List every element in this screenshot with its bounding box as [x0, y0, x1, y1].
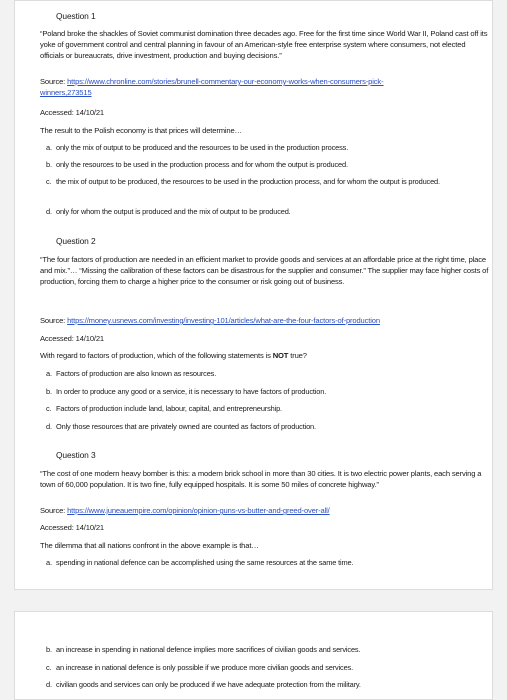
- option-letter: a.: [46, 143, 52, 152]
- question-1-quote: “Poland broke the shackles of Soviet communist domination three decades ago. Free for the first time since World War II, Poland cast off its yoke of government control and central planning in favour of an American-style free enterprise system where consumers, not elected officials or bureaucrats, drive investment, production and buying decisions.”: [40, 29, 488, 60]
- prompt-emphasis: NOT: [272, 351, 289, 360]
- question-2-title: Question 2: [56, 236, 96, 246]
- question-2-accessed: Accessed: 14/10/21: [40, 334, 105, 343]
- question-card-1: [14, 0, 493, 590]
- source-label: Source:: [40, 77, 66, 86]
- prompt-text: With regard to factors of production, which of the following statements is: [40, 351, 273, 360]
- option-letter: d.: [46, 680, 52, 689]
- question-2-quote: “The four factors of production are needed in an efficient market to provide goods and services at an affordable price at the right time, place and mix.”… “Missing the calibration of these factors can be disastrous for the supplier and consumer.” The supplier may face higher costs of production, forcing them to charge a higher price to the consumer or risk going out of business.: [40, 255, 489, 286]
- option-letter: b.: [46, 160, 52, 169]
- option-text: an increase in spending in national defence implies more sacrifices of civilian goods and services.: [56, 645, 361, 654]
- option-letter: d.: [46, 422, 52, 431]
- answer-option[interactable]: [46, 159, 486, 170]
- answer-option[interactable]: [46, 142, 486, 153]
- option-text: only the resources to be used in the production process and for whom the output is produced.: [56, 160, 348, 169]
- answer-option[interactable]: [46, 679, 486, 690]
- question-2-source: [40, 316, 380, 325]
- question-1-prompt: The result to the Polish economy is that prices will determine…: [40, 126, 242, 135]
- question-1-title: Question 1: [56, 11, 96, 21]
- question-3-source: [40, 506, 330, 515]
- question-2-prompt: [40, 351, 307, 360]
- option-letter: a.: [46, 369, 52, 378]
- answer-option[interactable]: [46, 403, 486, 414]
- question-1-source: [40, 77, 383, 86]
- question-1-accessed: Accessed: 14/10/21: [40, 108, 105, 117]
- option-text: an increase in national defence is only possible if we produce more civilian goods and services.: [56, 663, 354, 672]
- option-text: In order to produce any good or a service, it is necessary to have factors of production.: [56, 387, 327, 396]
- source-label: Source:: [40, 506, 66, 515]
- option-letter: d.: [46, 207, 52, 216]
- option-letter: c.: [46, 177, 52, 186]
- option-text: the mix of output to be produced, the resources to be used in the production process, and for whom the output is produced.: [56, 177, 440, 186]
- option-text: only for whom the output is produced and the mix of output to be produced.: [56, 207, 291, 216]
- answer-option[interactable]: [46, 368, 486, 379]
- option-text: Factors of production include land, labour, capital, and entrepreneurship.: [56, 404, 282, 413]
- answer-option[interactable]: [46, 644, 486, 655]
- option-letter: c.: [46, 404, 52, 413]
- source-link[interactable]: https://www.juneauempire.com/opinion/opinion-guns-vs-butter-and-greed-over-all/: [67, 506, 330, 515]
- option-letter: a.: [46, 558, 52, 567]
- answer-option[interactable]: [46, 662, 486, 673]
- answer-option[interactable]: [46, 557, 486, 568]
- question-card-2: [14, 611, 493, 700]
- question-3-quote: “The cost of one modern heavy bomber is this: a modern brick school in more than 30 cities. It is two electric power plants, each serving a town of 60,000 population. It is two fine, fully equipped hospitals. It is some 50 miles of concrete highway.”: [40, 469, 482, 489]
- source-label: Source:: [40, 316, 66, 325]
- answer-option[interactable]: [46, 421, 486, 432]
- question-3-prompt: The dilemma that all nations confront in the above example is that…: [40, 541, 259, 550]
- source-link[interactable]: https://www.chronline.com/stories/brunell-commentary-our-economy-works-when-consumers-pick-: [67, 77, 384, 86]
- option-letter: c.: [46, 663, 52, 672]
- option-letter: b.: [46, 645, 52, 654]
- question-1-source-cont: [40, 88, 92, 97]
- question-3-accessed: Accessed: 14/10/21: [40, 523, 105, 532]
- source-link-continued[interactable]: winners,273515: [40, 88, 92, 97]
- option-text: Factors of production are also known as resources.: [56, 369, 217, 378]
- answer-option[interactable]: [46, 206, 486, 217]
- prompt-text-end: true?: [288, 351, 307, 360]
- question-3-title: Question 3: [56, 450, 96, 460]
- option-text: Only those resources that are privately owned are counted as factors of production.: [56, 422, 316, 431]
- option-text: spending in national defence can be accomplished using the same resources at the same time.: [56, 558, 354, 567]
- source-link[interactable]: https://money.usnews.com/investing/investing-101/articles/what-are-the-four-factors-of-production: [67, 316, 380, 325]
- option-text: only the mix of output to be produced and the resources to be used in the production process.: [56, 143, 349, 152]
- option-text: civilian goods and services can only be produced if we have adequate protection from the military.: [56, 680, 361, 689]
- answer-option[interactable]: [46, 176, 486, 187]
- answer-option[interactable]: [46, 386, 486, 397]
- option-letter: b.: [46, 387, 52, 396]
